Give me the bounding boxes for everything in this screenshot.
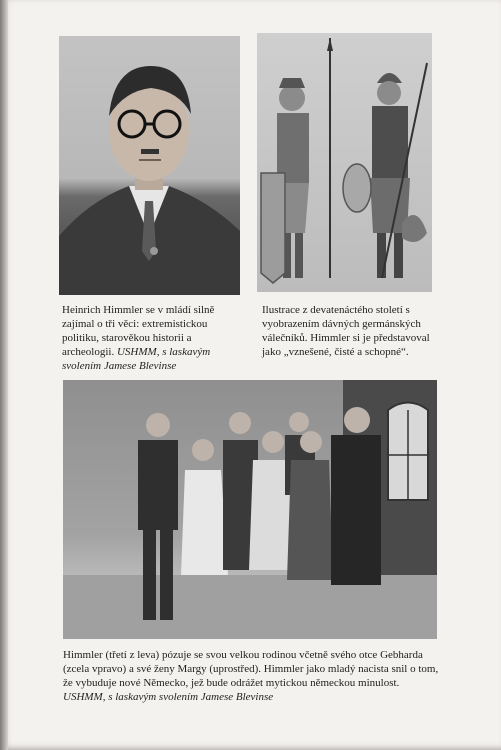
family-photo [63,380,437,639]
page-gutter-shadow [0,0,8,750]
warriors-drawing [257,33,432,292]
family-caption [63,648,443,704]
illustration-caption [262,303,432,359]
portrait-photo [59,36,240,295]
portrait-drawing [59,36,240,295]
portrait-caption [62,303,242,373]
family-caption-credit: USHMM, s laskavým svolením Jamese Blevinse [63,691,274,703]
portrait-caption-credit: USHMM, s laskavým svolením Jamese Blevinse [62,346,211,372]
family-drawing [63,380,437,639]
portrait-caption-text: Heinrich Himmler se v mládí silně zajímal o tři věci: extremistickou politiku, starověkou historii a archeologii. [62,304,215,358]
illustration-caption-text: Ilustrace z devatenáctého století s vyobrazením dávných germánských válečníků. Himmler si je představoval jako „vznešené, čisté a schopné“. [262,304,430,358]
warriors-illustration [257,33,432,292]
family-caption-text: Himmler (třetí z leva) pózuje se svou velkou rodinou včetně svého otce Gebharda (zcela vpravo) a své ženy Margy (uprostřed). Himmler jako mladý nacista snil o tom, že vybuduje nové Německo, jež bude odrážet mytickou německou minulost. [63,649,439,689]
